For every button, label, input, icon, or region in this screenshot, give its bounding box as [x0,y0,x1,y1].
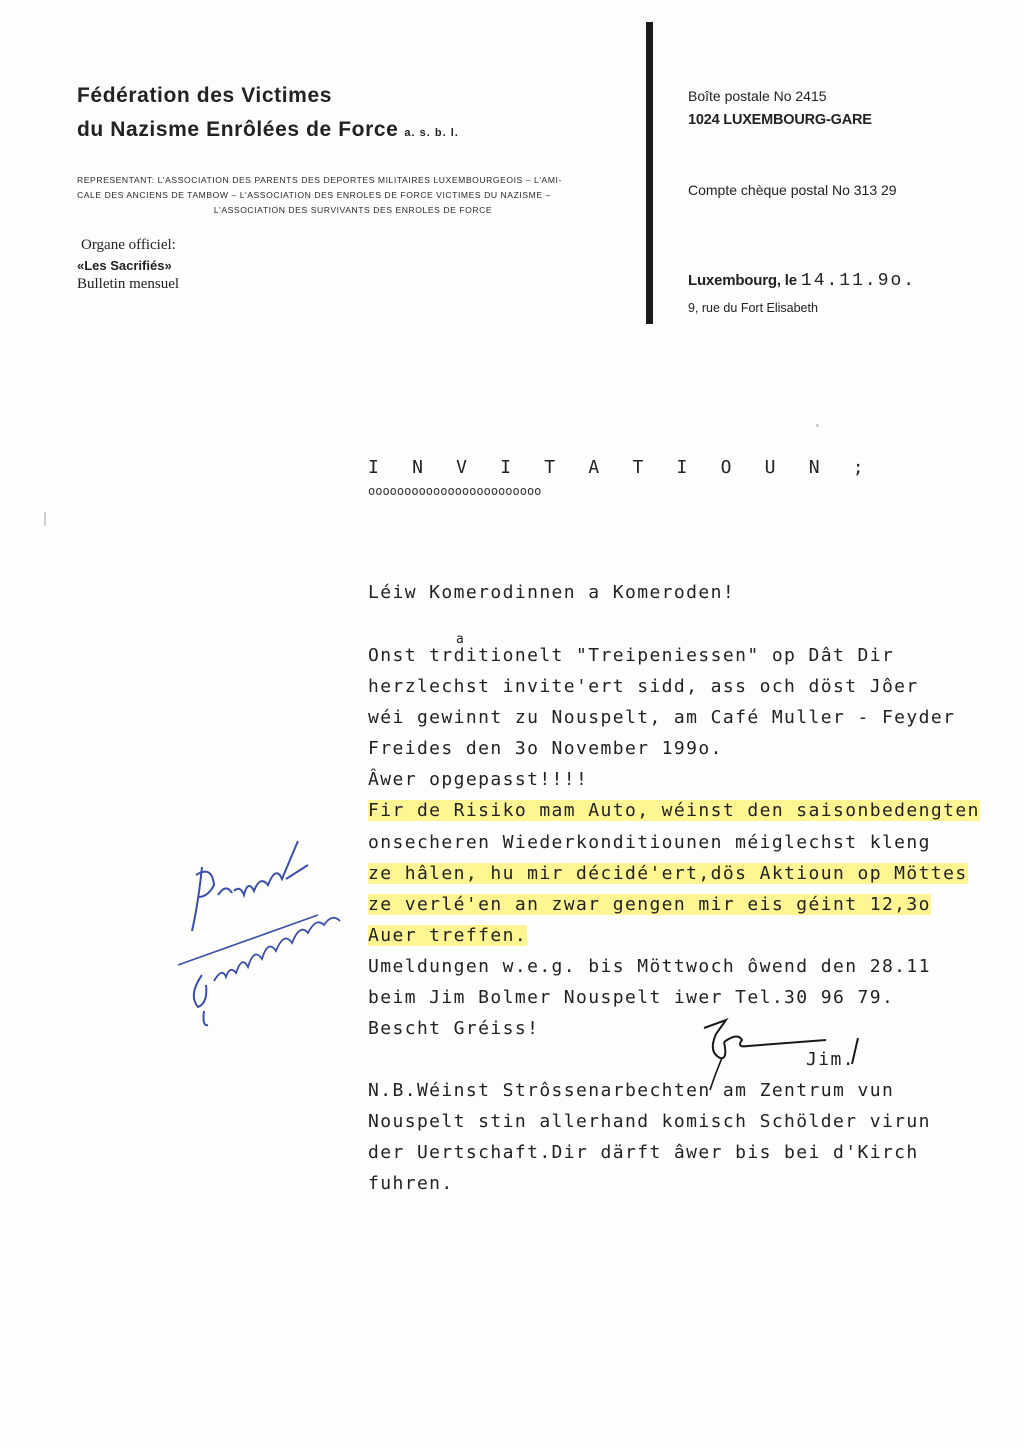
representant-block [77,173,629,218]
nb-line: N.B.Wéinst Strôssenarbechten am Zentrum vun [368,1080,895,1101]
org-name-line2: du Nazisme Enrôlées de Force a. s. b. l. [77,118,459,141]
body-line: Umeldungen w.e.g. bis Möttwoch ôwend den 28.11 [368,956,931,977]
ccp-number: Compte chèque postal No 313 29 [688,182,897,198]
body-line: Freides den 3o November 199o. [368,738,723,759]
organe-label: Organe officiel: [81,237,176,253]
highlighted-line: ze verlé'en an zwar gengen mir eis géint 12,3o [368,894,931,915]
organe-block [77,236,179,295]
title-separator: oooooooooooooooooooooooo [368,484,542,498]
street-address: 9, rue du Fort Elisabeth [688,301,818,315]
highlighted-line: Fir de Risiko mam Auto, wéinst den saisonbedengten [368,800,980,821]
signer-name: Jim. [806,1049,855,1070]
body-line: Onst trditionelt "Treipeniessen" op Dât Dir [368,645,895,666]
body-line: herzlechst invite'ert sidd, ass och döst Jôer [368,676,919,697]
representant-line: CALE DES ANCIENS DE TAMBOW – L'ASSOCIATION DES ENROLES DE FORCE VICTIMES DU NAZISME – [77,190,551,200]
highlighted-line: Auer treffen. [368,925,528,946]
asbl-label: a. s. b. l. [404,127,459,139]
handwritten-note [168,835,358,1035]
vertical-rule [646,22,653,324]
body-line: onsecheren Wiederkonditiounen méiglechst kleng [368,832,931,853]
body-line: Bescht Gréiss! [368,1018,540,1039]
place-date [688,271,916,291]
scan-speck [816,424,819,427]
boite-postale: Boîte postale No 2415 [688,88,827,104]
place-label: Luxembourg, le [688,272,797,289]
highlighted-line: ze hâlen, hu mir décidé'ert,dös Aktioun op Möttes [368,863,968,884]
body-line: beim Jim Bolmer Nouspelt iwer Tel.30 96 79. [368,987,895,1008]
organe-name: «Les Sacrifiés» [77,257,172,273]
bulletin-label: Bulletin mensuel [77,276,180,292]
invitation-title: I N V I T A T I O U N ; [368,457,875,478]
nb-line: fuhren. [368,1173,454,1194]
body-line: wéi gewinnt zu Nouspelt, am Café Muller - Feyder [368,707,956,728]
letter-date: 14.11.9o. [800,271,917,291]
correction-mark: a [456,632,466,647]
nb-line: der Uertschaft.Dir därft âwer bis bei d'Kirch [368,1142,919,1163]
nb-line: Nouspelt stin allerhand komisch Schölder virun [368,1111,931,1132]
city-gare: 1024 LUXEMBOURG-GARE [688,112,872,128]
representant-line: REPRESENTANT: L'ASSOCIATION DES PARENTS DES DEPORTES MILITAIRES LUXEMBOURGEOIS – L'AMI- [77,175,562,185]
representant-line: L'ASSOCIATION DES SURVIVANTS DES ENROLES DE FORCE [213,205,493,215]
org-name-line1: Fédération des Victimes [77,84,333,107]
scan-speck [44,512,46,526]
body-line: Âwer opgepasst!!!! [368,769,589,790]
salutation: Léiw Komerodinnen a Komeroden! [368,582,736,603]
